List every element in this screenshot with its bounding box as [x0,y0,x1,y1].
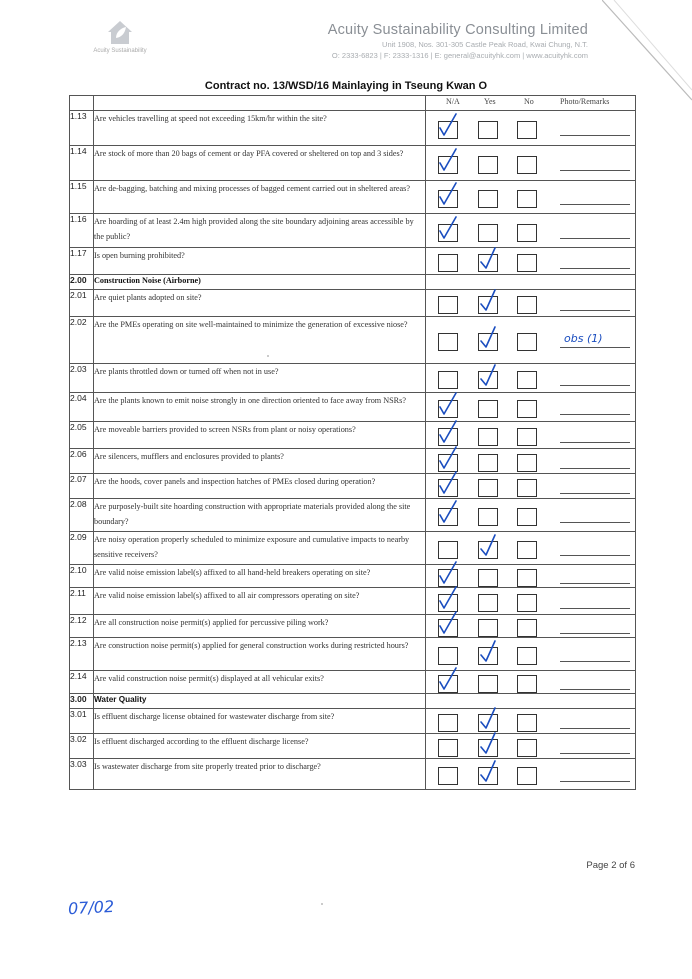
section-row [70,275,636,290]
page-corner-fold [602,0,692,110]
question-text: Are the plants known to emit noise strongly in one direction oriented to face away from NSRs? [94,393,426,422]
checklist-row [70,759,636,790]
answer-cell [426,588,636,615]
checkbox-no[interactable] [517,333,537,351]
remark-line [560,268,630,269]
checkbox-no[interactable] [517,594,537,612]
remark-line [560,468,630,469]
checklist-row [70,317,636,364]
remark-line [560,238,630,239]
checkbox-no[interactable] [517,508,537,526]
checkbox-no[interactable] [517,541,537,559]
checklist-row [70,588,636,615]
checkbox-yes[interactable] [478,254,498,272]
question-text: Are vehicles travelling at speed not exceeding 15km/hr within the site? [94,111,426,146]
checkbox-na[interactable] [438,675,458,693]
row-number: 2.07 [70,474,94,499]
checkbox-na[interactable] [438,508,458,526]
checkbox-na[interactable] [438,224,458,242]
scan-speck [321,903,323,905]
answer-cell [426,181,636,214]
checkbox-yes[interactable] [478,767,498,785]
checkbox-yes[interactable] [478,454,498,472]
remark-line [560,310,630,311]
checkbox-yes[interactable] [478,569,498,587]
question-text: Are silencers, mufflers and enclosures provided to plants? [94,449,426,474]
company-logo [88,18,152,70]
remark-line [560,414,630,415]
logo-text: Acuity Sustainability [93,48,147,54]
row-number: 2.12 [70,615,94,638]
col-header-no: No [524,97,534,106]
question-text: Are valid noise emission label(s) affixed to all hand-held breakers operating on site? [94,565,426,588]
checkbox-na[interactable] [438,400,458,418]
remark-line [560,385,630,386]
header-num-cell [70,96,94,111]
checkbox-na[interactable] [438,569,458,587]
checklist-row [70,181,636,214]
row-number: 2.10 [70,565,94,588]
row-number: 3.03 [70,759,94,790]
checkbox-yes[interactable] [478,371,498,389]
checklist-row [70,393,636,422]
row-number: 1.17 [70,248,94,275]
checklist-row [70,290,636,317]
checkbox-na[interactable] [438,714,458,732]
question-text: Are de-bagging, batching and mixing processes of bagged cement carried out in sheltered areas? [94,181,426,214]
remark-line [560,728,630,729]
checkbox-no[interactable] [517,400,537,418]
checkbox-no[interactable] [517,569,537,587]
remark-line [560,555,630,556]
section-row [70,694,636,709]
question-text: Are noisy operation properly scheduled to minimize exposure and cumulative impacts to nearby sensitive receivers? [94,532,426,565]
row-number: 3.00 [70,694,94,709]
company-address: Unit 1908, Nos. 301-305 Castle Peak Road, Kwai Chung, N.T. [382,40,588,49]
remark-line [560,781,630,782]
row-number: 2.02 [70,317,94,364]
checklist-row [70,734,636,759]
checklist-row [70,111,636,146]
checkbox-yes[interactable] [478,400,498,418]
answer-cell [426,694,636,709]
remark-line [560,522,630,523]
checkbox-no[interactable] [517,254,537,272]
question-text: Are plants throttled down or turned off when not in use? [94,364,426,393]
checkbox-no[interactable] [517,714,537,732]
checkbox-na[interactable] [438,594,458,612]
checkbox-yes[interactable] [478,714,498,732]
checkbox-na[interactable] [438,541,458,559]
checkbox-no[interactable] [517,121,537,139]
checkbox-yes[interactable] [478,619,498,637]
checkbox-na[interactable] [438,254,458,272]
question-text: Are construction noise permit(s) applied for general construction works during restricted hours? [94,638,426,671]
row-number: 2.06 [70,449,94,474]
question-text: Are all construction noise permit(s) applied for percussive piling work? [94,615,426,638]
remark-line [560,493,630,494]
answer-cell [426,449,636,474]
checkbox-no[interactable] [517,371,537,389]
row-number: 2.03 [70,364,94,393]
row-number: 2.08 [70,499,94,532]
checkbox-yes[interactable] [478,508,498,526]
checkbox-na[interactable] [438,190,458,208]
checklist-row [70,422,636,449]
section-title: Water Quality [94,694,426,709]
checklist-row [70,565,636,588]
answer-cell [426,499,636,532]
checkbox-yes[interactable] [478,224,498,242]
answer-cell [426,709,636,734]
checklist-row [70,615,636,638]
remark-line [560,689,630,690]
answer-cell [426,671,636,694]
checkbox-na[interactable] [438,479,458,497]
answer-cell [426,317,636,364]
checklist-row [70,474,636,499]
handwritten-date-note: 07/02 [67,896,115,919]
checkbox-yes[interactable] [478,739,498,757]
answer-cell [426,474,636,499]
answer-cell [426,146,636,181]
checkbox-yes[interactable] [478,156,498,174]
answer-cell [426,248,636,275]
checkbox-yes[interactable] [478,479,498,497]
remark-line [560,633,630,634]
checkbox-na[interactable] [438,296,458,314]
checkbox-yes[interactable] [478,594,498,612]
checkbox-na[interactable] [438,156,458,174]
leaf-house-icon [105,18,135,48]
answer-cell [426,734,636,759]
answer-cell [426,214,636,248]
checklist-row [70,638,636,671]
question-text: Is effluent discharged according to the effluent discharge license? [94,734,426,759]
question-text: Are the hoods, cover panels and inspection hatches of PMEs closed during operation? [94,474,426,499]
answer-cell [426,565,636,588]
answer-cell [426,422,636,449]
answer-cell [426,532,636,565]
checkbox-yes[interactable] [478,647,498,665]
remark-line [560,204,630,205]
checkbox-no[interactable] [517,647,537,665]
checkbox-no[interactable] [517,428,537,446]
answer-cell [426,364,636,393]
checkbox-yes[interactable] [478,541,498,559]
question-text: Are valid construction noise permit(s) displayed at all vehicular exits? [94,671,426,694]
answer-cell [426,275,636,290]
col-header-yes: Yes [484,97,496,106]
checkbox-no[interactable] [517,156,537,174]
checklist-row [70,214,636,248]
question-text: Are stock of more than 20 bags of cement or day PFA covered or sheltered on top and 3 sides? [94,146,426,181]
checkbox-yes[interactable] [478,121,498,139]
remark-text: obs (1) [564,332,603,345]
checkbox-yes[interactable] [478,296,498,314]
checklist-row [70,709,636,734]
col-header-remarks: Photo/Remarks [560,97,610,106]
row-number: 1.15 [70,181,94,214]
remark-line [560,135,630,136]
company-name: Acuity Sustainability Consulting Limited [327,22,588,38]
question-text: Is open burning prohibited? [94,248,426,275]
checkbox-yes[interactable] [478,190,498,208]
table-header-row [70,96,636,111]
contract-title: Contract no. 13/WSD/16 Mainlaying in Tseung Kwan O [204,80,488,92]
section-title: Construction Noise (Airborne) [94,275,426,290]
checkbox-na[interactable] [438,647,458,665]
checkbox-no[interactable] [517,224,537,242]
checkbox-yes[interactable] [478,333,498,351]
checkbox-no[interactable] [517,675,537,693]
checkbox-na[interactable] [438,739,458,757]
checklist-row [70,146,636,181]
remark-line [560,661,630,662]
checkbox-na[interactable] [438,371,458,389]
row-number: 1.14 [70,146,94,181]
checkbox-na[interactable] [438,333,458,351]
question-text: Are the PMEs operating on site well-maintained to minimize the generation of excessive niose? [94,317,426,364]
remark-line [560,170,630,171]
scan-speck [267,355,269,357]
row-number: 2.00 [70,275,94,290]
checkbox-na[interactable] [438,454,458,472]
company-contact: O: 2333-6823 | F: 2333-1316 | E: general@acuityhk.com | www.acuityhk.com [331,51,588,60]
checkbox-no[interactable] [517,296,537,314]
checklist-row [70,449,636,474]
remark-line [560,442,630,443]
checkbox-no[interactable] [517,454,537,472]
question-text: Are valid noise emission label(s) affixed to all air compressors operating on site? [94,588,426,615]
row-number: 1.16 [70,214,94,248]
checkbox-no[interactable] [517,739,537,757]
checkbox-na[interactable] [438,121,458,139]
question-text: Is wastewater discharge from site properly treated prior to discharge? [94,759,426,790]
checklist-row [70,532,636,565]
checkbox-yes[interactable] [478,675,498,693]
row-number: 3.02 [70,734,94,759]
question-text: Are purposely-built site hoarding construction with appropriate materials provided along the site boundary? [94,499,426,532]
question-text: Are hoarding of at least 2.4m high provided along the site boundary adjoining areas accessible by the public? [94,214,426,248]
checkbox-no[interactable] [517,190,537,208]
checkbox-no[interactable] [517,619,537,637]
row-number: 3.01 [70,709,94,734]
header-answer-cell [426,96,636,111]
row-number: 2.11 [70,588,94,615]
header-question-cell [94,96,426,111]
question-text: Are quiet plants adopted on site? [94,290,426,317]
checklist-row [70,248,636,275]
row-number: 2.14 [70,671,94,694]
row-number: 2.09 [70,532,94,565]
answer-cell [426,615,636,638]
checkbox-no[interactable] [517,479,537,497]
answer-cell [426,393,636,422]
checkbox-na[interactable] [438,767,458,785]
row-number: 2.04 [70,393,94,422]
row-number: 2.13 [70,638,94,671]
col-header-na: N/A [446,97,460,106]
checkbox-na[interactable] [438,428,458,446]
checklist-row [70,364,636,393]
company-header [328,22,588,60]
row-number: 2.05 [70,422,94,449]
checkbox-no[interactable] [517,767,537,785]
row-number: 1.13 [70,111,94,146]
checkbox-yes[interactable] [478,428,498,446]
checklist-row [70,671,636,694]
question-text: Are moveable barriers provided to screen NSRs from plant or noisy operations? [94,422,426,449]
answer-cell [426,111,636,146]
answer-cell [426,759,636,790]
row-number: 2.01 [70,290,94,317]
answer-cell [426,290,636,317]
answer-cell [426,638,636,671]
checklist-table [69,95,636,790]
remark-line [560,608,630,609]
question-text: Is effluent discharge license obtained for wastewater discharge from site? [94,709,426,734]
checklist-row [70,499,636,532]
page-number: Page 2 of 6 [586,860,635,871]
remark-line [560,753,630,754]
checkbox-na[interactable] [438,619,458,637]
remark-line [560,347,630,348]
remark-line [560,583,630,584]
